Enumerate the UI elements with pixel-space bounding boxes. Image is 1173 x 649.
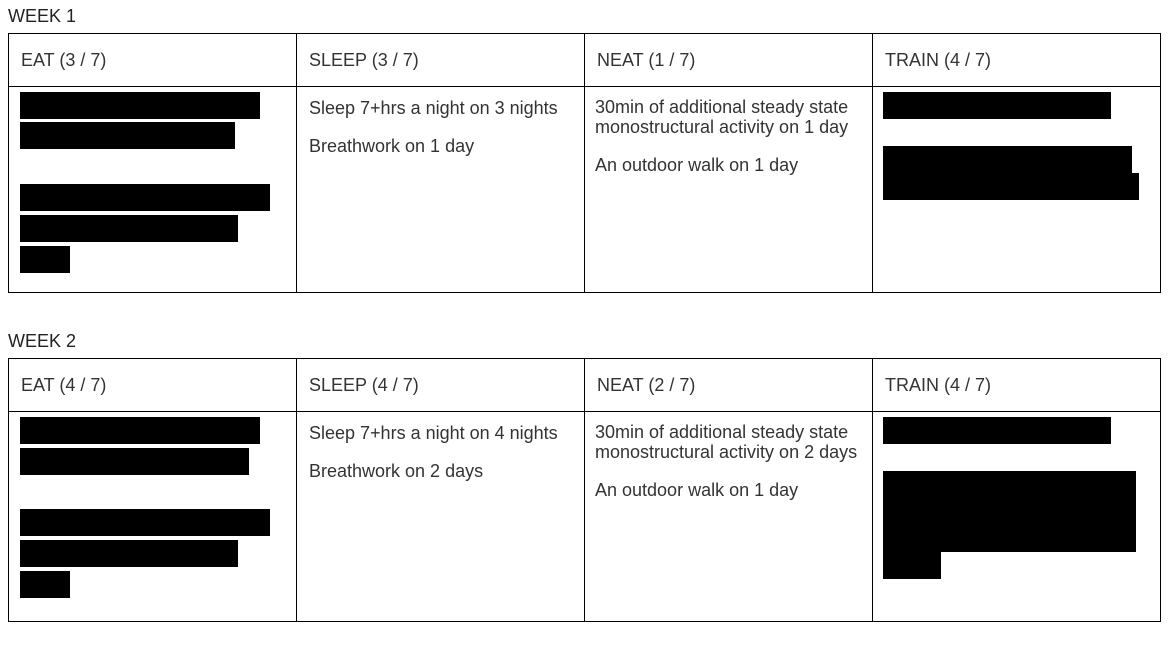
neat-header: NEAT (2 / 7): [585, 359, 873, 412]
redaction-block: [883, 471, 1136, 498]
redaction-block: [20, 448, 249, 475]
redaction-block: [20, 246, 70, 273]
redaction-block: [20, 509, 270, 536]
breathwork-goal-text: Breathwork on 2 days: [309, 461, 484, 481]
sleep-cell: [297, 412, 585, 622]
week-2-header-row: [9, 359, 1161, 412]
redaction-block: [20, 417, 260, 444]
sleep-header: SLEEP (4 / 7): [297, 359, 585, 412]
week-2-body-row: [9, 412, 1161, 622]
week-1-title: WEEK 1: [8, 6, 77, 26]
redaction-block: [20, 540, 238, 567]
neat-header: NEAT (1 / 7): [585, 34, 873, 87]
steady-state-goal-text: 30min of additional steady state monostructural activity on 2 days: [595, 422, 858, 462]
week-1-body-row: [9, 87, 1161, 293]
neat-cell: [585, 412, 873, 622]
sleep-cell: [297, 87, 585, 293]
train-header: TRAIN (4 / 7): [873, 34, 1161, 87]
redaction-block: [883, 417, 1111, 444]
sleep-goal-text: Sleep 7+hrs a night on 3 nights: [309, 98, 558, 118]
eat-cell: [9, 87, 297, 293]
eat-cell: [9, 412, 297, 622]
week-1-table: [8, 33, 1161, 293]
breathwork-goal-text: Breathwork on 1 day: [309, 136, 475, 156]
redaction-block: [883, 498, 1136, 525]
redaction-block: [883, 525, 1136, 552]
redaction-block: [883, 173, 1139, 200]
redaction-block: [883, 92, 1111, 119]
redaction-block: [20, 215, 238, 242]
redaction-block: [883, 552, 941, 579]
train-header: TRAIN (4 / 7): [873, 359, 1161, 412]
outdoor-walk-goal-text: An outdoor walk on 1 day: [595, 480, 799, 500]
week-2-title: WEEK 2: [8, 331, 77, 351]
outdoor-walk-goal-text: An outdoor walk on 1 day: [595, 155, 799, 175]
steady-state-goal-text: 30min of additional steady state monostructural activity on 1 day: [595, 97, 849, 137]
eat-header: EAT (4 / 7): [9, 359, 297, 412]
train-cell: [873, 412, 1161, 622]
neat-cell: [585, 87, 873, 293]
train-cell: [873, 87, 1161, 293]
week-1-header-row: [9, 34, 1161, 87]
redaction-block: [20, 122, 235, 149]
redaction-block: [20, 92, 260, 119]
redaction-block: [883, 146, 1132, 173]
eat-header: EAT (3 / 7): [9, 34, 297, 87]
sleep-header: SLEEP (3 / 7): [297, 34, 585, 87]
sleep-goal-text: Sleep 7+hrs a night on 4 nights: [309, 423, 558, 443]
redaction-block: [20, 571, 70, 598]
redaction-block: [20, 184, 270, 211]
week-2-table: [8, 358, 1161, 622]
